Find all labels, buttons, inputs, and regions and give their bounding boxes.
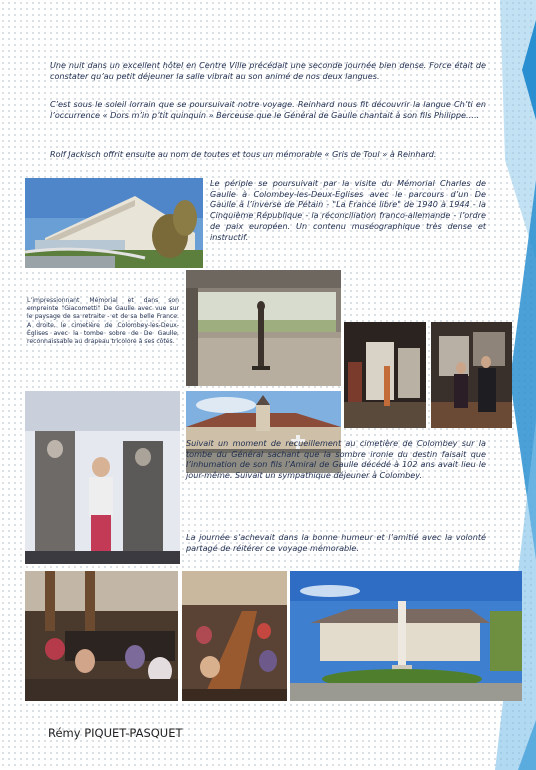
paragraph-chti-song: C’est sous le soleil lorrain que se poursuivait notre voyage. Reinhard nous fit découvrir la langue Ch’ti en l’occurrence « Dors m’in p’tit quinquin » Berceuse que le Général de Gaulle chantait à son fils Philippe.…. xyxy=(50,99,486,120)
photo-exhibit-hall xyxy=(344,322,426,428)
paragraph-gris-de-toul: Rolf Jackisch offrit ensuite au nom de toutes et tous un mémorable « Gris de Toul » à Reinhard. xyxy=(50,149,437,159)
photo-memorial-building xyxy=(25,178,203,268)
intro-paragraph-hotel: Une nuit dans un excellent hôtel en Centre Ville précédait une seconde journée bien dense. Force était de constater qu’au petit déjeuner la salle vibrait au son animé de nos deux langues. xyxy=(50,60,486,81)
photo-lunch-group-middle xyxy=(182,571,287,701)
photo-visitors-museum xyxy=(431,322,512,428)
author-signature: Rémy PIQUET-PASQUET xyxy=(48,726,183,740)
paragraph-memorial-visit: Le périple se poursuivait par la visite du Mémorial Charles de Gaulle à Colombey-les-Deux-Eglises avec le parcours d’un De Gaulle à l’inverse de Pétain - "La France libre" de 1940 à 1944 - la Cinquième République - la réconciliation franco-allemande - l’ordre de paix européen. Un contenu muséographique très dense et instructif. xyxy=(210,178,486,242)
photo-visitor-with-statue xyxy=(25,391,180,564)
photo-statue-hall xyxy=(186,270,341,386)
paragraph-closing: La journée s’achevait dans la bonne humeur et l’amitié avec la volonté partagé de réitérer ce voyage mémorable. xyxy=(186,532,486,553)
paragraph-cemetery: Suivait un moment de recueillement au cimetière de Colombey sur la tombe du Général sachant que la sombre ironie du destin faisait que l’inhumation de son fils l’Amiral de Gaulle décédé à 102 ans avait lieu le jour-même. Suivait un sympathique déjeuner à Colombey. xyxy=(186,438,486,481)
photo-village-square xyxy=(290,571,522,701)
photo-lunch-group-left xyxy=(25,571,178,701)
photo-caption: L’impressionnant Mémorial et dans son empreinte "Giacometti" De Gaulle avec vue sur le paysage de sa retraite - et de sa belle France. A droite, le cimetière de Colombey-les-Deux-Églises avec la tombe sobre de De Gaulle, reconnaissable au drapeau tricolore à ses côtés. xyxy=(27,297,179,346)
